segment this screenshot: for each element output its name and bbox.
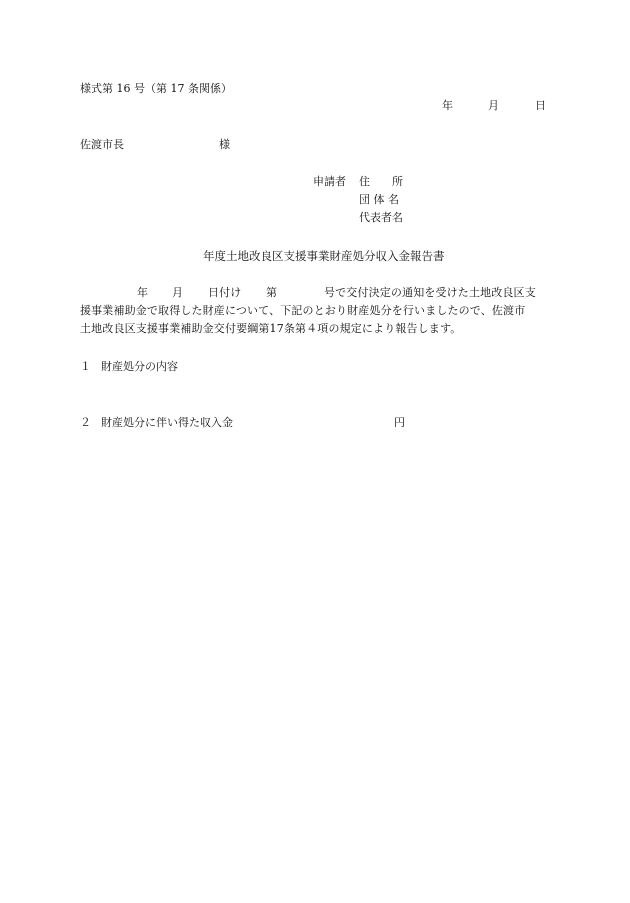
applicant-representative-label: 代表者名 [359,211,403,224]
date-year-label: 年 [442,99,453,112]
body-line1-rest: 号で交付決定の通知を受けた土地改良区支 [324,286,536,299]
item-1-number: １ [80,360,91,373]
item-2-unit: 円 [394,416,405,429]
form-number-label: 様式第 16 号（第 17 条関係） [80,82,232,95]
item-2-label: 財産処分に伴い得た収入金 [101,416,233,429]
body-line1-day: 日付け [208,286,242,299]
body-line1-year: 年 [137,286,149,299]
addressee-name: 佐渡市長 [80,138,124,151]
item-2-number: ２ [80,416,91,429]
body-line3: 土地改良区支援事業補助金交付要綱第17条第４項の規定により報告します。 [80,322,462,335]
document-title: 年度土地改良区支援事業財産処分収入金報告書 [203,249,445,263]
item-1-label: 財産処分の内容 [101,360,178,373]
body-line1-dai: 第 [266,286,278,299]
date-month-label: 月 [488,99,499,112]
addressee-honorific: 様 [219,138,230,151]
applicant-group-label: 団 体 名 [359,193,399,206]
body-line2: 援事業補助金で取得した財産について、下記のとおり財産処分を行いましたので、佐渡市 [80,304,526,317]
date-day-label: 日 [535,99,546,112]
applicant-address-label: 住 所 [359,175,403,188]
body-line1-month: 月 [172,286,184,299]
applicant-label: 申請者 [313,175,346,188]
